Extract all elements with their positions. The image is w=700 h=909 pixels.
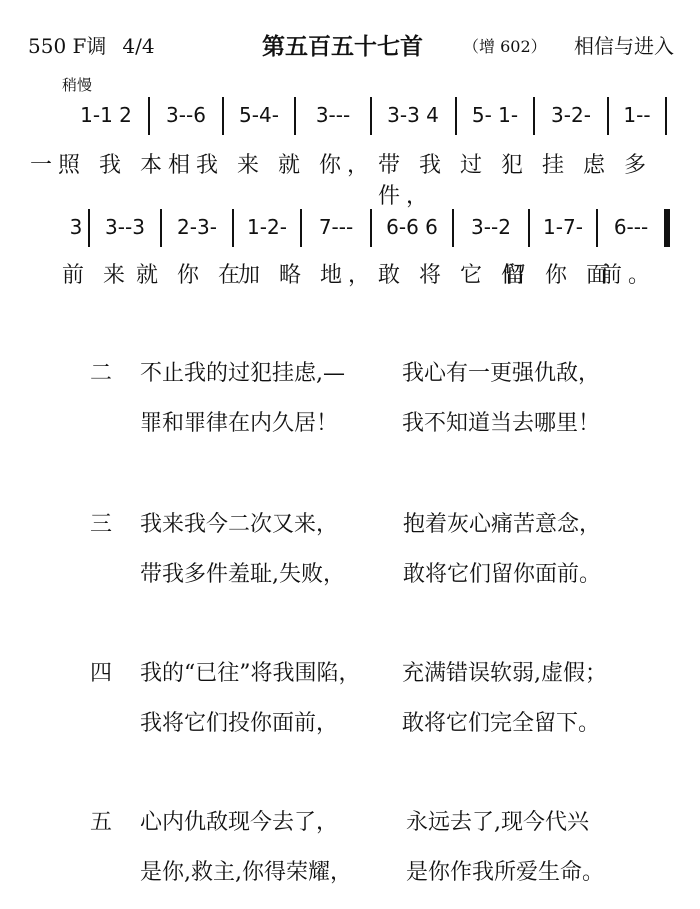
lyrics-line-2-part-2: 就 你 在 <box>136 263 246 288</box>
bar-line <box>455 97 457 135</box>
verse-line: 我不知道当去哪里！ <box>402 411 601 436</box>
measure: 3--6 <box>166 103 206 127</box>
bar-line <box>148 97 150 135</box>
hymn-title: 第五百五十七首 <box>262 33 423 60</box>
measure: 3-2- <box>551 103 591 127</box>
bar-line <box>596 209 598 247</box>
bar-line <box>294 97 296 135</box>
bar-line <box>222 97 224 135</box>
verse-number: 四 <box>90 661 113 686</box>
verse-line: 永远去了,现今代兴 <box>406 810 589 835</box>
verse-line: 敢将它们完全留下。 <box>402 711 601 736</box>
lyrics-line-1-part-3: 带 我 过 犯 挂 虑 多 件， <box>378 153 652 209</box>
hymn-header-left <box>28 30 155 59</box>
bar-line <box>607 97 609 135</box>
measure: 1-- <box>623 103 651 127</box>
final-bar-line <box>664 209 670 247</box>
verse-line: 心内仇敌现今去了， <box>140 810 339 835</box>
measure: 5-4- <box>239 103 279 127</box>
verse-line: 不止我的过犯挂虑,— <box>140 361 345 386</box>
verse-line: 充满错误软弱,虚假； <box>402 661 607 686</box>
measure: 3--2 <box>471 215 511 239</box>
measure: 6-6 6 <box>386 215 438 239</box>
bar-line <box>665 97 667 135</box>
bar-line <box>370 209 372 247</box>
bar-line <box>370 97 372 135</box>
measure: 3--3 <box>105 215 145 239</box>
lyrics-line-2-part-4: 敢 将 它 们 <box>378 263 529 288</box>
measure: 2-3- <box>177 215 217 239</box>
verse-line: 抱着灰心痛苦意念， <box>403 512 602 537</box>
verse-line: 敢将它们留你面前。 <box>403 562 602 587</box>
verse-line: 我来我今二次又来， <box>140 512 339 537</box>
measure: 1-7- <box>543 215 583 239</box>
hymn-id: 550 F调 <box>28 34 107 58</box>
measure: 6--- <box>613 215 649 239</box>
bar-line <box>232 209 234 247</box>
verse-line: 是你,救主,你得荣耀， <box>140 860 352 885</box>
lyrics-line-2-part-5: 留 你 面 <box>504 263 614 288</box>
measure: 3 <box>69 215 83 239</box>
verse-line: 是你作我所爱生命。 <box>406 860 605 885</box>
lyrics-line-2-part-1: 前 来 <box>62 263 131 288</box>
measure: 3--- <box>315 103 351 127</box>
bar-line <box>528 209 530 247</box>
supplement-number: （增 602） <box>463 37 547 56</box>
measure: 7--- <box>318 215 354 239</box>
lyrics-line-1-part-1: 一照 我 本相 <box>30 153 196 178</box>
tempo-marking: 稍慢 <box>62 76 93 94</box>
verse-line: 带我多件羞耻,失败， <box>140 562 345 587</box>
verse-line: 我心有一更强仇敌， <box>402 361 601 386</box>
bar-line <box>300 209 302 247</box>
lyrics-line-2-part-6: 前。 <box>600 263 657 288</box>
verse-number: 五 <box>90 810 113 835</box>
bar-line <box>160 209 162 247</box>
hymn-subtitle: 相信与进入 <box>574 34 674 58</box>
verse-line: 罪和罪律在内久居！ <box>140 411 339 436</box>
bar-line <box>452 209 454 247</box>
verse-number: 三 <box>90 512 113 537</box>
measure: 3-3 4 <box>387 103 439 127</box>
meter: 4/4 <box>122 34 155 58</box>
lyrics-line-1-part-2: 我 来 就 你， <box>196 153 375 178</box>
verse-line: 我将它们投你面前， <box>140 711 339 736</box>
bar-line <box>88 209 90 247</box>
lyrics-line-2-part-3: 加 略 地， <box>238 263 376 288</box>
measure: 5- 1- <box>471 103 519 127</box>
verse-line: 我的“已往”将我围陷， <box>140 661 361 686</box>
bar-line <box>533 97 535 135</box>
verse-number: 二 <box>90 361 113 386</box>
measure: 1-2- <box>247 215 287 239</box>
measure: 1-1 2 <box>80 103 132 127</box>
